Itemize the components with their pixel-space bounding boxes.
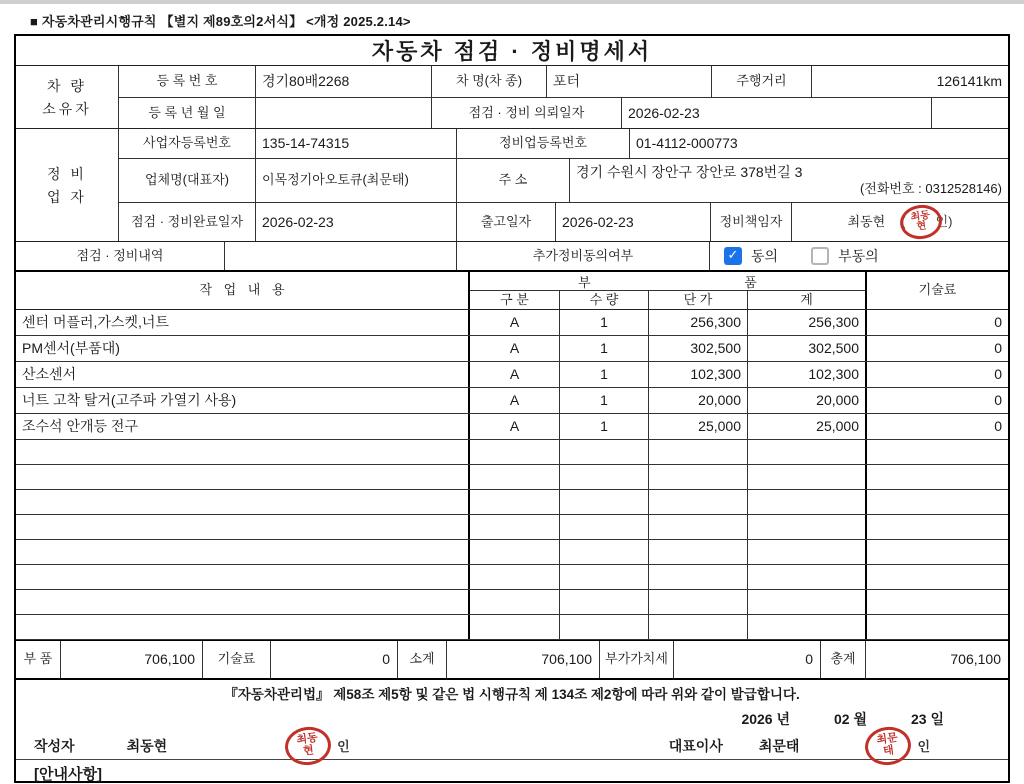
complete-date-value: 2026-02-23: [256, 203, 457, 241]
shop-label-line2: 업 자: [47, 188, 87, 205]
cell-unit_price: [649, 615, 748, 639]
cell-labor: 0: [994, 314, 1002, 331]
owner-label-line2: 소유자: [42, 100, 92, 117]
empty-work-row: [16, 565, 1008, 590]
disagree-label: 부동의: [838, 247, 879, 264]
form-regulation-note: ■ 자동차관리시행규칙 【별지 제89호의2서식】 <개정 2025.2.14>: [30, 14, 411, 29]
totals-vat-label: 부가가치세: [600, 641, 674, 678]
address-value: 경기 수원시 장안구 장안로 378번길 3: [576, 164, 803, 181]
company-label: 업체명(대표자): [119, 159, 256, 202]
cell-type: [470, 490, 560, 514]
cell-qty: 1: [560, 362, 649, 387]
issue-day: 23 일: [911, 711, 944, 727]
cell-unit_price: [649, 565, 748, 589]
shop-section-label: [16, 129, 119, 241]
cell-subtotal: 102,300: [748, 362, 867, 387]
totals-subtotal-label: 소계: [398, 641, 447, 678]
empty-work-row: [16, 440, 1008, 465]
owner-row-1: [119, 66, 1008, 98]
cell-qty: [560, 515, 649, 539]
cell-type: [470, 615, 560, 639]
release-date-value: 2026-02-23: [556, 203, 711, 241]
owner-empty-cell: [932, 98, 1008, 128]
manager-cell: [792, 203, 1008, 241]
writer-label: 작성자: [34, 737, 75, 754]
cell-unit_price: 302,500: [649, 336, 748, 361]
cell-unit_price: 102,300: [649, 362, 748, 387]
biz-no-value: 135-14-74315: [256, 129, 457, 158]
cell-labor: [867, 590, 1008, 614]
cell-work: 조수석 안개등 전구: [16, 414, 470, 439]
seal-close-paren: 인): [935, 213, 953, 229]
shop-row-3: [119, 203, 1008, 241]
cell-qty: [560, 565, 649, 589]
agree-checkbox[interactable]: [724, 247, 742, 265]
cell-qty: 1: [560, 414, 649, 439]
cell-subtotal: [748, 615, 867, 639]
cell-qty: 1: [560, 388, 649, 413]
cell-work: PM센서(부품대): [16, 336, 470, 361]
cell-unit_price: 256,300: [649, 310, 748, 335]
maintenance-invoice-document: [14, 34, 1010, 783]
col-labor-header: 기술료: [918, 282, 957, 298]
cell-subtotal: [748, 540, 867, 564]
cell-unit_price: [649, 590, 748, 614]
biz-no-label: 사업자등록번호: [119, 129, 256, 158]
cell-subtotal: [748, 590, 867, 614]
phone-value: (전화번호 : 0312528146): [859, 180, 1002, 196]
reg-no-label: 등 록 번 호: [119, 66, 256, 97]
work-row: [16, 362, 1008, 388]
cell-qty: [560, 490, 649, 514]
owner-row-2: [119, 98, 1008, 128]
cell-labor: [867, 615, 1008, 639]
empty-work-row: [16, 515, 1008, 540]
cell-labor: 0: [994, 418, 1002, 435]
cell-type: [470, 515, 560, 539]
parts-group-label: 부 품: [470, 272, 865, 291]
cell-type: [470, 590, 560, 614]
mileage-label: 주행거리: [712, 66, 812, 97]
shop-section: [16, 129, 1008, 242]
parts-group-header: [470, 272, 867, 309]
manager-seal-stamp-icon: 최동현: [898, 203, 944, 242]
empty-work-row: [16, 615, 1008, 640]
car-name-value: 포터: [547, 66, 712, 97]
cell-type: [470, 565, 560, 589]
empty-work-row: [16, 490, 1008, 515]
work-row: [16, 388, 1008, 414]
cell-unit_price: [649, 440, 748, 464]
totals-grand-value: 706,100: [950, 651, 1001, 668]
shop-row-2: [119, 159, 1008, 203]
cell-work: 너트 고착 탈거(고주파 가열기 사용): [16, 388, 470, 413]
issue-month: 02 월: [834, 711, 867, 727]
cell-unit_price: 25,000: [649, 414, 748, 439]
consent-label: 추가정비동의여부: [457, 242, 710, 270]
ceo-seal-stamp-icon: 최문태: [863, 724, 913, 767]
totals-grand-label: 총계: [821, 641, 866, 678]
cell-qty: [560, 615, 649, 639]
writer-group: [34, 727, 350, 765]
seal-open-paren: (: [901, 213, 906, 229]
mileage-value: 126141km: [936, 73, 1002, 90]
owner-rows: [119, 66, 1008, 128]
history-label: 점검 · 정비내역: [16, 242, 225, 270]
cell-work: 산소센서: [16, 362, 470, 387]
totals-subtotal-value: 706,100: [447, 641, 600, 678]
cell-qty: 1: [560, 336, 649, 361]
cell-work: [16, 540, 470, 564]
writer-name: 최동현: [126, 737, 168, 754]
cell-subtotal: [748, 515, 867, 539]
cell-subtotal: 25,000: [748, 414, 867, 439]
cell-type: [470, 465, 560, 489]
work-table-header: [16, 272, 1008, 310]
cell-subtotal: 256,300: [748, 310, 867, 335]
checkmark-icon: ✓: [727, 247, 739, 263]
cell-subtotal: [748, 440, 867, 464]
cell-type: [470, 540, 560, 564]
cell-type: A: [470, 362, 560, 387]
complete-date-label: 점검 · 정비완료일자: [119, 203, 256, 241]
writer-seal-group: [285, 727, 350, 765]
manager-name: 최동현: [847, 213, 886, 229]
totals-parts-value: 706,100: [61, 641, 203, 678]
cell-labor: 0: [994, 340, 1002, 357]
cell-qty: [560, 465, 649, 489]
totals-vat-value: 0: [674, 641, 821, 678]
cell-subtotal: 20,000: [748, 388, 867, 413]
cell-work: [16, 440, 470, 464]
totals-labor-label: 기술료: [203, 641, 271, 678]
shop-rows: [119, 129, 1008, 241]
work-row: [16, 310, 1008, 336]
cell-labor: 0: [994, 392, 1002, 409]
cell-unit_price: [649, 465, 748, 489]
cell-subtotal: 302,500: [748, 336, 867, 361]
signature-line: [16, 732, 1008, 759]
request-date-value: 2026-02-23: [622, 98, 932, 128]
col-type-header: 구 분: [470, 291, 560, 309]
col-unit-price-header: 단 가: [649, 291, 748, 309]
empty-work-row: [16, 465, 1008, 490]
col-subtotal-header: 계: [800, 291, 813, 307]
cell-work: [16, 565, 470, 589]
history-value: [225, 242, 457, 270]
cell-work: [16, 515, 470, 539]
cell-labor: [867, 440, 1008, 464]
cell-subtotal: [748, 565, 867, 589]
ceo-seal-group: [865, 727, 930, 765]
cell-work: [16, 590, 470, 614]
cell-type: A: [470, 336, 560, 361]
col-qty-header: 수 량: [560, 291, 649, 309]
cell-labor: [867, 490, 1008, 514]
reg-date-label: 등 록 년 월 일: [119, 98, 256, 128]
company-value: 이목정기아오토큐(최문태): [256, 159, 457, 202]
cell-labor: 0: [994, 366, 1002, 383]
ceo-seal-suffix: 인: [917, 739, 930, 754]
notice-section-title: [안내사항]: [16, 759, 1008, 781]
owner-label-line1: 차 량: [47, 77, 87, 94]
cell-work: [16, 615, 470, 639]
manager-label: 정비책임자: [711, 203, 792, 241]
work-rows: [16, 310, 1008, 640]
ceo-label: 대표이사: [668, 737, 723, 754]
work-row: [16, 336, 1008, 362]
cell-subtotal: [748, 490, 867, 514]
writer-seal-stamp-icon: 최동현: [283, 724, 333, 767]
owner-section: [16, 66, 1008, 129]
cell-qty: [560, 540, 649, 564]
cell-labor: [867, 515, 1008, 539]
cell-type: [470, 440, 560, 464]
issue-year: 2026 년: [741, 711, 790, 727]
cell-labor: [867, 540, 1008, 564]
cell-labor: [867, 465, 1008, 489]
cell-subtotal: [748, 465, 867, 489]
request-date-label: 점검 · 정비 의뢰일자: [432, 98, 622, 128]
cell-type: A: [470, 414, 560, 439]
work-row: [16, 414, 1008, 440]
cell-work: 센터 머플러,가스켓,너트: [16, 310, 470, 335]
reg-no-value: 경기80배2268: [256, 66, 432, 97]
cell-unit_price: [649, 515, 748, 539]
cell-unit_price: [649, 490, 748, 514]
cell-work: [16, 465, 470, 489]
manager-seal-group: [901, 205, 952, 239]
empty-work-row: [16, 540, 1008, 565]
totals-parts-label: 부 품: [16, 641, 61, 678]
agree-label: 동의: [751, 247, 779, 264]
cell-type: A: [470, 310, 560, 335]
totals-row: [16, 640, 1008, 680]
legal-statement: 『자동차관리법』 제58조 제5항 및 같은 법 시행규칙 제 134조 제2항에 따라 위와 같이 발급합니다.: [224, 687, 800, 702]
cell-qty: [560, 440, 649, 464]
totals-labor-value: 0: [271, 641, 398, 678]
col-work-header: 작 업 내 용: [16, 272, 470, 309]
cell-type: A: [470, 388, 560, 413]
cell-qty: 1: [560, 310, 649, 335]
address-label: 주 소: [457, 159, 570, 202]
cell-work: [16, 490, 470, 514]
shop-row-1: [119, 129, 1008, 159]
history-consent-row: [16, 242, 1008, 272]
shop-reg-no-label: 정비업등록번호: [457, 129, 630, 158]
screen-top-strip: [0, 0, 1024, 4]
reg-date-value: [256, 98, 432, 128]
car-name-label: 차 명(차 종): [432, 66, 547, 97]
consent-options: [710, 242, 1008, 270]
address-cell: [570, 159, 1008, 202]
shop-reg-no-value: 01-4112-000773: [636, 135, 738, 152]
ceo-group: [669, 727, 930, 765]
ceo-name: 최문태: [758, 737, 800, 754]
cell-unit_price: [649, 540, 748, 564]
release-date-label: 출고일자: [457, 203, 556, 241]
document-title: 자동차 점검 · 정비명세서: [16, 36, 1008, 66]
cell-unit_price: 20,000: [649, 388, 748, 413]
owner-section-label: [16, 66, 119, 128]
empty-work-row: [16, 590, 1008, 615]
parts-subheaders: [470, 291, 865, 309]
cell-qty: [560, 590, 649, 614]
cell-labor: [867, 565, 1008, 589]
writer-seal-suffix: 인: [337, 739, 350, 754]
shop-label-line1: 정 비: [47, 165, 87, 182]
disagree-checkbox[interactable]: [811, 247, 829, 265]
